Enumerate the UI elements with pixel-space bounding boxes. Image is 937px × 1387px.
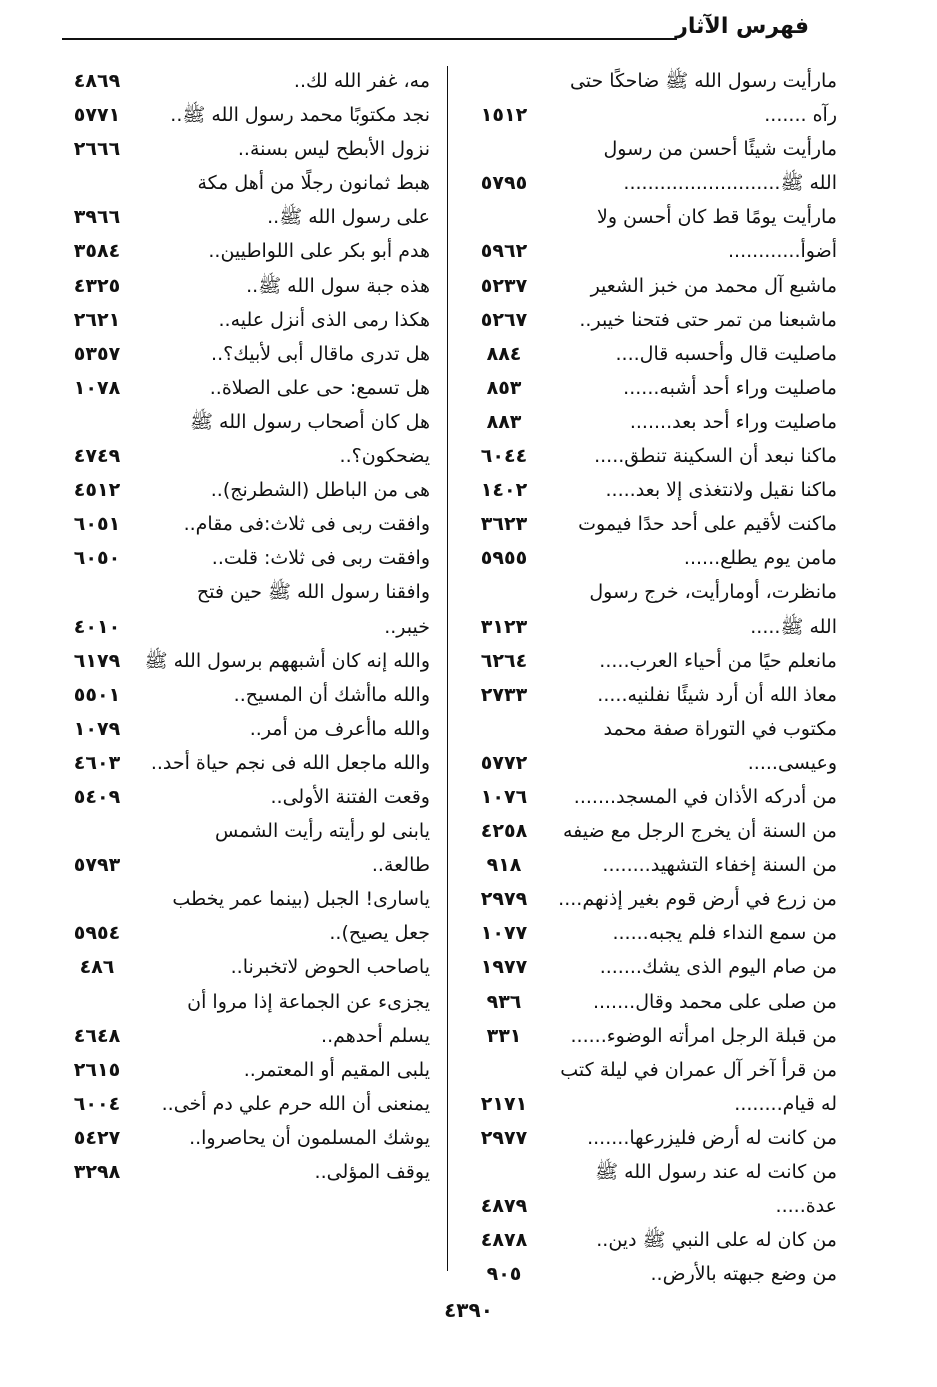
entry-text: طالعة.. — [371, 854, 430, 877]
index-entry — [58, 644, 430, 678]
column-divider — [447, 66, 448, 1271]
entry-text: له قيام........ — [734, 1092, 837, 1115]
index-entry — [465, 507, 837, 541]
index-entry — [465, 234, 837, 268]
entry-text: من كانت له عند رسول الله ﷺ — [595, 1161, 837, 1183]
index-entry — [465, 303, 837, 337]
entry-number: ٥٢٦٧ — [480, 308, 528, 331]
index-entry — [58, 234, 430, 268]
index-entry — [58, 439, 430, 473]
entry-number: ٨٨٤ — [486, 342, 522, 365]
index-entry — [58, 950, 430, 984]
entry-text: يوشك المسلمون أن يحاصروا.. — [189, 1126, 430, 1149]
entry-number: ٣٥٨٤ — [73, 240, 121, 263]
index-entry — [465, 644, 837, 678]
entry-number: ٥٣٥٧ — [73, 342, 121, 365]
entry-text: جعل يصيح).. — [329, 922, 430, 945]
entry-text: من قرأ آخر آل عمران في ليلة كتب — [560, 1058, 837, 1081]
entry-text: من كان له على النبي ﷺ دين.. — [596, 1229, 837, 1252]
index-entry — [58, 371, 430, 405]
index-entry — [465, 746, 837, 780]
entry-text: من قبلة الرجل امرأته الوضوء...... — [570, 1024, 837, 1047]
entry-number: ٢٩٧٩ — [480, 888, 528, 911]
index-entry — [58, 269, 430, 303]
entry-number: ٤٨٦ — [79, 956, 115, 979]
entry-text: وعيسى..... — [747, 751, 837, 774]
entry-number: ٩٠٥ — [486, 1263, 522, 1286]
entry-text: أضوأ............ — [728, 240, 837, 263]
entry-text: يضحكون؟.. — [339, 445, 430, 468]
entry-number: ٤٥١٢ — [73, 479, 121, 502]
entry-text: رآه ....... — [764, 104, 837, 127]
entry-text: من سمع النداء فلم يجبه...... — [612, 922, 837, 945]
index-entry — [58, 985, 430, 1019]
entry-text: الله ﷺ.......................... — [623, 172, 837, 195]
entry-text: يمنعنى أن الله حرم علي دم أخى.. — [161, 1092, 430, 1115]
index-entry — [58, 916, 430, 950]
index-entry — [465, 848, 837, 882]
entry-text: من السنة أن يخرج الرجل مع ضيفه — [563, 820, 837, 843]
header-rule — [62, 38, 677, 40]
index-entry — [465, 1155, 837, 1189]
entry-text: مكتوب في التوراة صفة محمد — [603, 717, 837, 740]
entry-number: ٤٦٠٣ — [73, 751, 121, 774]
index-entry — [465, 882, 837, 916]
entry-number: ١٠٧٧ — [480, 922, 528, 945]
entry-number: ٥٤٢٧ — [73, 1126, 121, 1149]
entry-number: ٣٩٦٦ — [73, 206, 121, 229]
entry-text: على رسول الله ﷺ.. — [267, 206, 430, 229]
entry-text: يوقف المؤلى.. — [314, 1161, 430, 1183]
entry-text: مانظرت، أومارأيت، خرج رسول — [589, 581, 837, 604]
index-entry — [465, 985, 837, 1019]
index-entry — [58, 848, 430, 882]
entry-number: ٢٦١٥ — [73, 1058, 121, 1081]
index-entry — [465, 1257, 837, 1291]
entry-number: ٣١٢٣ — [480, 615, 528, 638]
entry-number: ٦٠٥١ — [73, 513, 121, 536]
entry-text: هكذا رمى الذى أنزل عليه.. — [218, 308, 430, 331]
index-entry — [58, 610, 430, 644]
entry-text: والله إنه كان أشبههم برسول الله ﷺ — [144, 649, 430, 672]
entry-number: ٢٦٦٦ — [73, 138, 121, 161]
entry-text: من صام اليوم الذى يشك....... — [599, 956, 837, 979]
index-entry — [58, 882, 430, 916]
entry-text: من كانت له أرض فليزرعها....... — [587, 1126, 837, 1149]
index-entry — [465, 1189, 837, 1223]
entry-text: وافقنا رسول الله ﷺ حين فتح — [196, 581, 430, 604]
entry-number: ٤٨٦٩ — [73, 70, 121, 92]
index-entry — [465, 916, 837, 950]
entry-text: ياصاحب الحوض لاتخبرنا.. — [230, 956, 430, 979]
entry-text: ماشبع آل محمد من خبز الشعير — [590, 274, 837, 297]
entry-number: ١٠٧٩ — [73, 717, 121, 740]
index-entry — [58, 541, 430, 575]
entry-number: ٥٩٥٥ — [480, 547, 528, 570]
index-entry — [58, 473, 430, 507]
index-entry — [58, 780, 430, 814]
entry-text: هى من الباطل (الشطرنج).. — [210, 479, 430, 502]
entry-text: الله ﷺ..... — [750, 615, 837, 638]
entry-text: وافقت ربى فى ثلاث: قلت.. — [211, 547, 430, 570]
entry-number: ١٠٧٨ — [73, 376, 121, 399]
entry-number: ٥٧٧١ — [73, 104, 121, 127]
entry-number: ٥٥٠١ — [73, 683, 121, 706]
index-entry — [58, 575, 430, 609]
index-entry — [58, 1087, 430, 1121]
index-entry — [58, 64, 430, 98]
entry-text: وافقت ربى فى ثلاث:فى مقام.. — [183, 513, 430, 536]
index-entry — [58, 814, 430, 848]
entry-text: مارأيت رسول الله ﷺ ضاحكًا حتى — [569, 70, 837, 92]
entry-number: ٨٥٣ — [486, 376, 522, 399]
entry-text: مامن يوم يطلع...... — [683, 547, 837, 570]
entry-text: ماصليت وراء أحد بعد....... — [629, 410, 837, 433]
entry-text: ماكنت لأقيم على أحد حدًا فيموت — [578, 513, 837, 536]
index-entry — [465, 166, 837, 200]
entry-text: والله ماأعرف من أمر.. — [249, 717, 430, 740]
entry-text: معاذ الله أن أرد شيئًا نفلنيه..... — [597, 683, 837, 706]
index-entry — [465, 950, 837, 984]
index-column-right — [465, 64, 837, 1291]
index-entry — [58, 1053, 430, 1087]
entry-text: من صلى على محمد وقال....... — [592, 990, 837, 1013]
index-entry — [465, 473, 837, 507]
index-entry — [58, 98, 430, 132]
entry-text: هدم أبو بكر على اللواطيين.. — [208, 240, 430, 263]
entry-text: من أدركه الأذان في المسجد....... — [573, 785, 837, 808]
index-entry — [58, 507, 430, 541]
entry-number: ٤٨٧٩ — [480, 1195, 528, 1218]
index-entry — [58, 200, 430, 234]
entry-number: ٥٧٧٢ — [480, 751, 528, 774]
entry-text: نجد مكتوبًا محمد رسول الله ﷺ.. — [170, 104, 430, 127]
entry-number: ٩٣٦ — [486, 990, 522, 1013]
index-entry — [465, 610, 837, 644]
entry-text: خيبر.. — [384, 615, 430, 638]
entry-number: ٤٠١٠ — [73, 615, 121, 638]
entry-text: من السنة إخفاء التشهيد........ — [602, 854, 837, 877]
index-entry — [465, 371, 837, 405]
entry-number: ٦٠٠٤ — [73, 1092, 121, 1115]
entry-number: ٣٦٢٣ — [480, 513, 528, 536]
index-entry — [58, 166, 430, 200]
index-column-left — [58, 64, 430, 1189]
index-entry — [465, 1019, 837, 1053]
entry-text: ماصليت وراء أحد أشبه...... — [623, 376, 837, 399]
entry-number: ٥٩٥٤ — [73, 922, 121, 945]
entry-text: يسلم أحدهم.. — [321, 1024, 430, 1047]
entry-text: مانعلم حيًا من أحياء العرب..... — [599, 649, 837, 672]
entry-text: والله ماجعل الله فى نجم حياة أحد.. — [150, 751, 430, 774]
entry-number: ٢٦٢١ — [73, 308, 121, 331]
entry-number: ٦١٧٩ — [73, 649, 121, 672]
index-entry — [465, 439, 837, 473]
entry-text: هل كان أصحاب رسول الله ﷺ — [190, 410, 430, 433]
index-entry — [465, 814, 837, 848]
entry-text: هل تدرى ماقال أبى لأبيك؟.. — [211, 342, 430, 365]
entry-text: هذه جبة سول الله ﷺ.. — [246, 274, 430, 297]
index-entry — [465, 1087, 837, 1121]
entry-text: يابنى لو رأيته رأيت الشمس — [215, 820, 430, 843]
index-entry — [58, 678, 430, 712]
entry-number: ٥٤٠٩ — [73, 785, 121, 808]
entry-number: ٤٢٥٨ — [480, 820, 528, 843]
entry-text: ياسارى! الجبل (بينما عمر يخطب — [172, 888, 430, 911]
entry-number: ٢١٧١ — [480, 1092, 528, 1115]
entry-number: ١٥١٢ — [480, 104, 528, 127]
index-entry — [465, 64, 837, 98]
index-entry — [465, 337, 837, 371]
entry-text: يجزىء عن الجماعة إذا مروا أن — [187, 990, 430, 1013]
entry-text: ماشبعنا من تمر حتى فتحنا خيبر.. — [579, 308, 837, 331]
index-entry — [465, 1121, 837, 1155]
page-header-title: فهرس الآثار — [675, 14, 809, 39]
entry-number: ٢٧٣٣ — [480, 683, 528, 706]
entry-text: ماكنا نبعد أن السكينة تنطق..... — [594, 445, 837, 468]
entry-number: ٦٠٥٠ — [73, 547, 121, 570]
index-entry — [465, 405, 837, 439]
entry-text: عدة..... — [775, 1195, 837, 1218]
entry-text: نزول الأبطح ليس بسنة.. — [237, 138, 430, 161]
entry-number: ٣٢٩٨ — [73, 1161, 121, 1183]
entry-text: وقعت الفتنة الأولى.. — [270, 785, 430, 808]
entry-number: ٤٦٤٨ — [73, 1024, 121, 1047]
entry-text: مارأيت شيئًا أحسن من رسول — [603, 138, 837, 161]
index-entry — [58, 1121, 430, 1155]
entry-number: ٦٢٦٤ — [480, 649, 528, 672]
index-entry — [465, 780, 837, 814]
entry-number: ١٩٧٧ — [480, 956, 528, 979]
entry-number: ٥٢٣٧ — [480, 274, 528, 297]
entry-number: ١٤٠٢ — [480, 479, 528, 502]
entry-number: ٩١٨ — [486, 854, 522, 877]
entry-text: هبط ثمانون رجلًا من أهل مكة — [197, 172, 430, 195]
entry-number: ٦٠٤٤ — [480, 445, 528, 468]
entry-text: يلبى المقيم أو المعتمر.. — [243, 1058, 430, 1081]
entry-number: ٨٨٣ — [486, 410, 522, 433]
entry-text: هل تسمع: حى على الصلاة.. — [209, 376, 430, 399]
entry-number: ٣٣١ — [486, 1024, 522, 1047]
index-entry — [58, 712, 430, 746]
entry-number: ١٠٧٦ — [480, 785, 528, 808]
entry-number: ٥٧٩٣ — [73, 854, 121, 877]
index-entry — [465, 98, 837, 132]
entry-text: مارأيت يومًا قط كان أحسن ولا — [597, 206, 837, 229]
index-entry — [58, 1019, 430, 1053]
index-entry — [58, 337, 430, 371]
entry-number: ٥٩٦٢ — [480, 240, 528, 263]
entry-text: مه، غفر الله لك.. — [293, 70, 430, 92]
entry-number: ٥٧٩٥ — [480, 172, 528, 195]
entry-text: ماكنا نقيل ولانتغذى إلا بعد..... — [605, 479, 837, 502]
index-entry — [465, 678, 837, 712]
entry-text: ماصليت قال وأحسبه قال.... — [615, 342, 837, 365]
index-entry — [465, 269, 837, 303]
entry-number: ٤٧٤٩ — [73, 445, 121, 468]
entry-number: ٤٨٧٨ — [480, 1229, 528, 1252]
index-entry — [58, 1155, 430, 1189]
entry-text: من وضع جبهته بالأرض.. — [650, 1263, 837, 1286]
index-entry — [58, 405, 430, 439]
entry-text: والله ماأشك أن المسيح.. — [233, 683, 430, 706]
index-entry — [58, 303, 430, 337]
index-entry — [465, 1053, 837, 1087]
index-entry — [465, 132, 837, 166]
entry-text: من زرع في أرض قوم بغير إذنهم.... — [558, 888, 837, 911]
index-entry — [465, 541, 837, 575]
entry-number: ٢٩٧٧ — [480, 1126, 528, 1149]
index-entry — [465, 1223, 837, 1257]
entry-number: ٤٣٢٥ — [73, 274, 121, 297]
index-entry — [58, 746, 430, 780]
index-entry — [465, 200, 837, 234]
index-entry — [465, 575, 837, 609]
page-number: ٤٣٩٠ — [444, 1298, 493, 1322]
index-entry — [465, 712, 837, 746]
index-entry — [58, 132, 430, 166]
